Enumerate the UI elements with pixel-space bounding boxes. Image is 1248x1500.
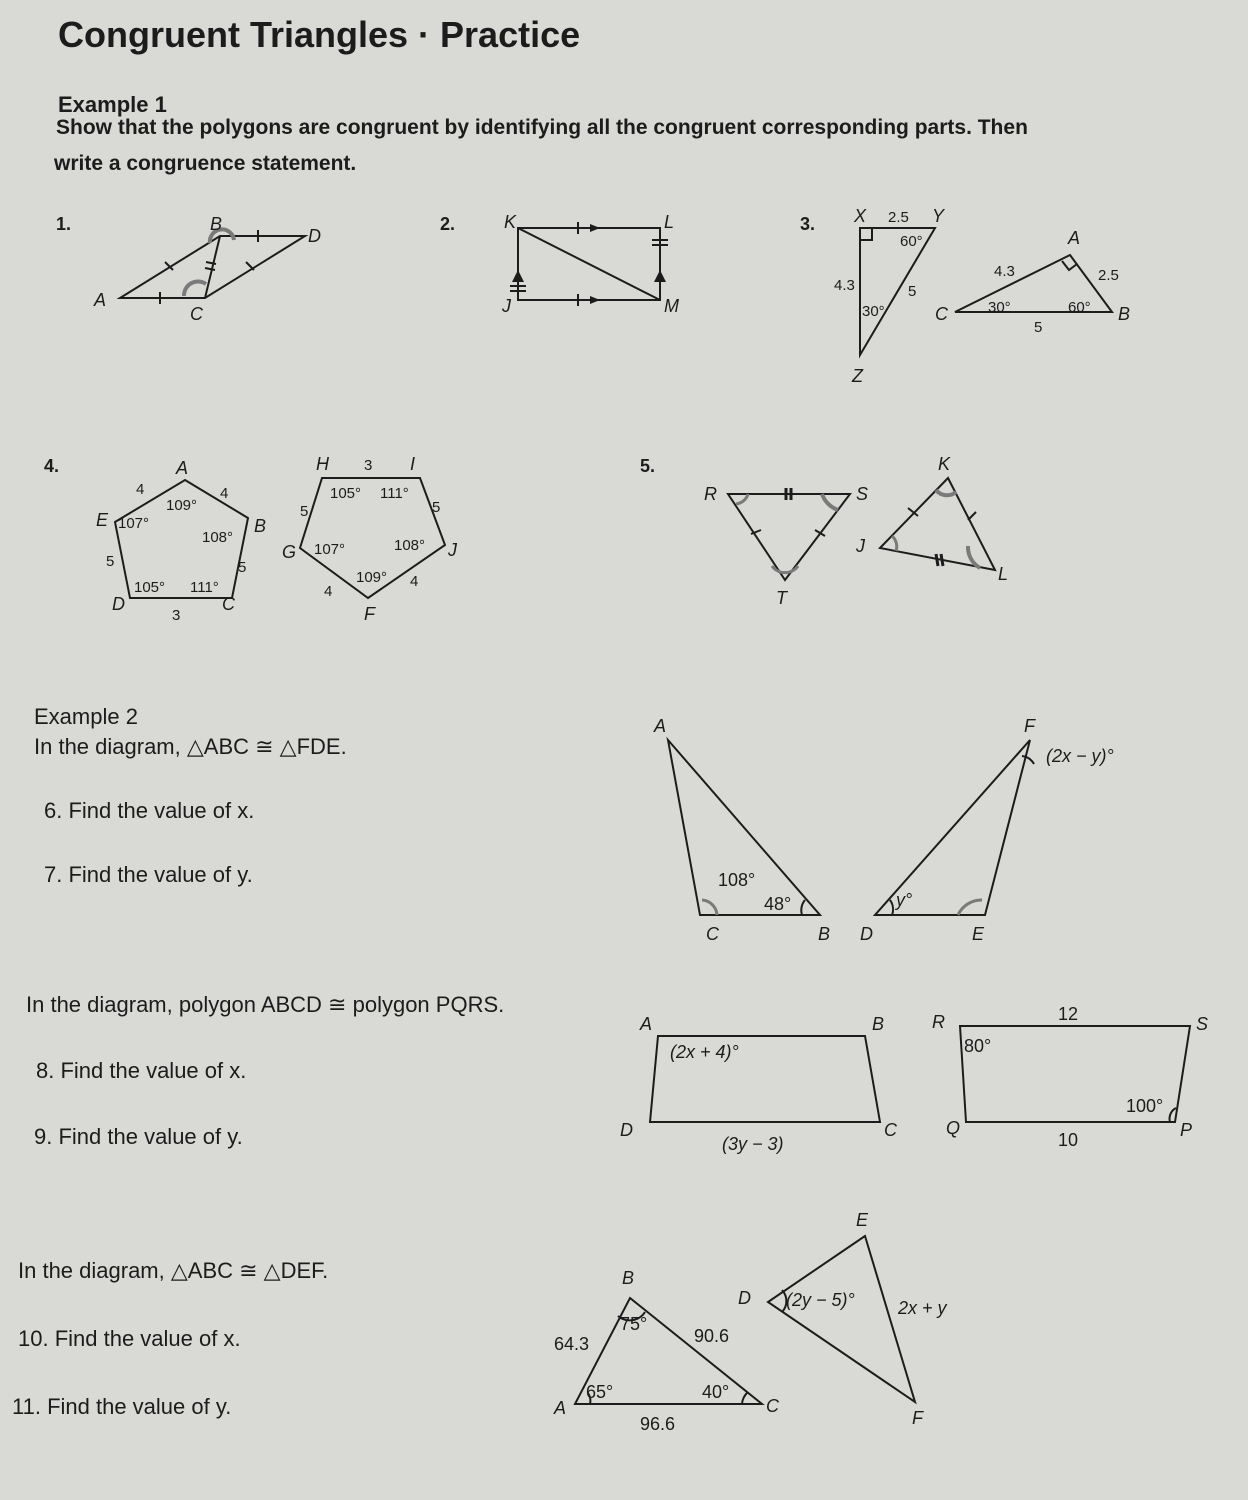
ex2-label-d: D	[860, 924, 873, 944]
fig1-label-c: C	[190, 304, 203, 324]
poly-side-rs: 12	[1058, 1004, 1079, 1024]
tri-label-c: C	[766, 1396, 779, 1416]
question-7: 7. Find the value of y.	[44, 862, 253, 887]
fig1-label-a: A	[94, 290, 107, 310]
fig4-angle-e: 107°	[118, 515, 150, 532]
question-10: 10. Find the value of x.	[18, 1326, 241, 1351]
example1-instructions-line2: write a congruence statement.	[54, 152, 357, 175]
fig4-side-ea: 4	[136, 481, 145, 498]
fig3-angle-c: 30°	[988, 299, 1011, 316]
fig4-side-de: 5	[106, 553, 115, 570]
fig5-label-t: T	[776, 588, 787, 608]
fig4-label-d: D	[112, 594, 125, 614]
tri-side-ac: 96.6	[640, 1414, 676, 1434]
fig4-side-ij: 5	[432, 499, 441, 516]
tri-label-e: E	[856, 1210, 869, 1230]
fig3-label-x: X	[854, 206, 867, 226]
fig4-angle-h: 105°	[330, 485, 362, 502]
fig3-angle-y: 60°	[900, 233, 923, 250]
tri-side-ef: 2x + y	[898, 1298, 947, 1318]
tri-label-f: F	[912, 1408, 923, 1428]
tri-label-d: D	[738, 1288, 751, 1308]
ex2-label-e: E	[972, 924, 985, 944]
poly-angle-r: 80°	[964, 1036, 992, 1056]
question-8: 8. Find the value of x.	[36, 1058, 247, 1083]
fig3-label-c: C	[935, 304, 948, 324]
tri-angle-b: 75°	[620, 1314, 648, 1334]
poly-side-qp: 10	[1058, 1130, 1079, 1150]
fig3-label-y: Y	[932, 206, 945, 226]
poly-label-b: B	[872, 1014, 885, 1034]
fig4-label-j: J	[448, 540, 457, 560]
page-title: Congruent Triangles · Practice	[58, 14, 581, 55]
example2-heading: Example 2	[34, 704, 138, 729]
fig2-label-m: M	[664, 296, 679, 316]
poly-bottom: (3y − 3)	[722, 1134, 784, 1154]
fig4-label-c: C	[222, 594, 235, 614]
problem-1-number: 1.	[56, 214, 72, 234]
fig4-side-cd: 3	[172, 607, 181, 624]
triangle-def	[768, 1236, 915, 1402]
fig5-label-j: J	[856, 536, 865, 556]
fig3-label-z: Z	[852, 366, 863, 386]
fig4-side-gh: 5	[300, 503, 309, 520]
fig5-label-k: K	[938, 454, 951, 474]
example1-heading: Example 1	[58, 92, 167, 117]
tri-label-a: A	[554, 1398, 567, 1418]
fig4-side-gf: 4	[324, 583, 333, 600]
ex2-angle-d: y°	[896, 890, 913, 910]
fig3-angle-z: 30°	[862, 303, 885, 320]
problem-2-number: 2.	[440, 214, 456, 234]
fig2-label-l: L	[664, 212, 675, 232]
ex2-label-c: C	[706, 924, 719, 944]
ex2-label-a: A	[654, 716, 667, 736]
poly-label-d: D	[620, 1120, 633, 1140]
example2-statement: In the diagram, △ABC ≅ △FDE.	[34, 734, 347, 759]
example1-instructions-line1: Show that the polygons are congruent by identifying all the congruent corresponding parts. Then	[56, 116, 1028, 139]
problem-4-number: 4.	[44, 456, 60, 476]
poly-angle-p: 100°	[1126, 1096, 1164, 1116]
fig4-angle-b: 108°	[202, 529, 234, 546]
fig3-angle-b: 60°	[1068, 299, 1091, 316]
fig2-label-j: J	[502, 296, 511, 316]
fig4-side-fj: 4	[410, 573, 419, 590]
fig4-label-b: B	[254, 516, 267, 536]
tri-angle-c: 40°	[702, 1382, 730, 1402]
fig4-angle-a: 109°	[166, 497, 198, 514]
triangle-statement: In the diagram, △ABC ≅ △DEF.	[18, 1258, 329, 1283]
ex2-angle-c: 108°	[718, 870, 756, 890]
fig3-side-ab: 2.5	[1098, 267, 1119, 284]
fig3-label-b: B	[1118, 304, 1131, 324]
fig3-side-cb: 5	[1034, 319, 1043, 336]
fig5-label-r: R	[704, 484, 717, 504]
problem-5-number: 5.	[640, 456, 656, 476]
tri-angle-a: 65°	[586, 1382, 614, 1402]
fig4-angle-g: 107°	[314, 541, 346, 558]
tri-side-bc: 90.6	[694, 1326, 730, 1346]
fig4-angle-c: 111°	[190, 579, 219, 596]
fig4-side-bc: 5	[238, 559, 247, 576]
poly-label-q: Q	[946, 1118, 961, 1138]
fig2-label-k: K	[504, 212, 517, 232]
poly-label-c: C	[884, 1120, 897, 1140]
polygon-statement: In the diagram, polygon ABCD ≅ polygon PQRS.	[26, 992, 505, 1017]
question-6: 6. Find the value of x.	[44, 798, 255, 823]
poly-label-a: A	[640, 1014, 653, 1034]
fig3-label-a: A	[1068, 228, 1081, 248]
tri-angle-d: (2y − 5)°	[786, 1290, 855, 1310]
poly-label-s: S	[1196, 1014, 1209, 1034]
poly-label-r: R	[932, 1012, 945, 1032]
fig4-label-e: E	[96, 510, 109, 530]
fig5-label-s: S	[856, 484, 869, 504]
fig3-side-xz: 4.3	[834, 277, 855, 294]
problem-3-number: 3.	[800, 214, 816, 234]
fig4-angle-i: 111°	[380, 485, 409, 502]
poly-angle-a: (2x + 4)°	[670, 1042, 739, 1062]
fig1-label-d: D	[308, 226, 321, 246]
fig4-angle-j: 108°	[394, 537, 426, 554]
fig1-label-b: B	[210, 214, 223, 234]
fig4-label-i: I	[410, 454, 416, 474]
fig4-side-hi: 3	[364, 457, 373, 474]
ex2-angle-f: (2x − y)°	[1046, 746, 1114, 766]
fig4-side-ab: 4	[220, 485, 229, 502]
poly-label-p: P	[1180, 1120, 1193, 1140]
tri-side-ab: 64.3	[554, 1334, 590, 1354]
fig4-label-a: A	[176, 458, 189, 478]
fig4-label-g: G	[282, 542, 297, 562]
question-9: 9. Find the value of y.	[34, 1124, 243, 1149]
fig4-label-f: F	[364, 604, 375, 624]
fig4-label-h: H	[316, 454, 329, 474]
fig3-side-yz: 5	[908, 283, 917, 300]
ex2-label-b: B	[818, 924, 831, 944]
fig3-side-ac: 4.3	[994, 263, 1015, 280]
fig4-angle-d: 105°	[134, 579, 166, 596]
question-11: 11. Find the value of y.	[12, 1394, 232, 1419]
ex2-angle-b: 48°	[764, 894, 792, 914]
fig4-angle-f: 109°	[356, 569, 388, 586]
tri-label-b: B	[622, 1268, 635, 1288]
ex2-label-f: F	[1024, 716, 1035, 736]
fig3-side-xy: 2.5	[888, 209, 909, 226]
fig5-label-l: L	[998, 564, 1009, 584]
